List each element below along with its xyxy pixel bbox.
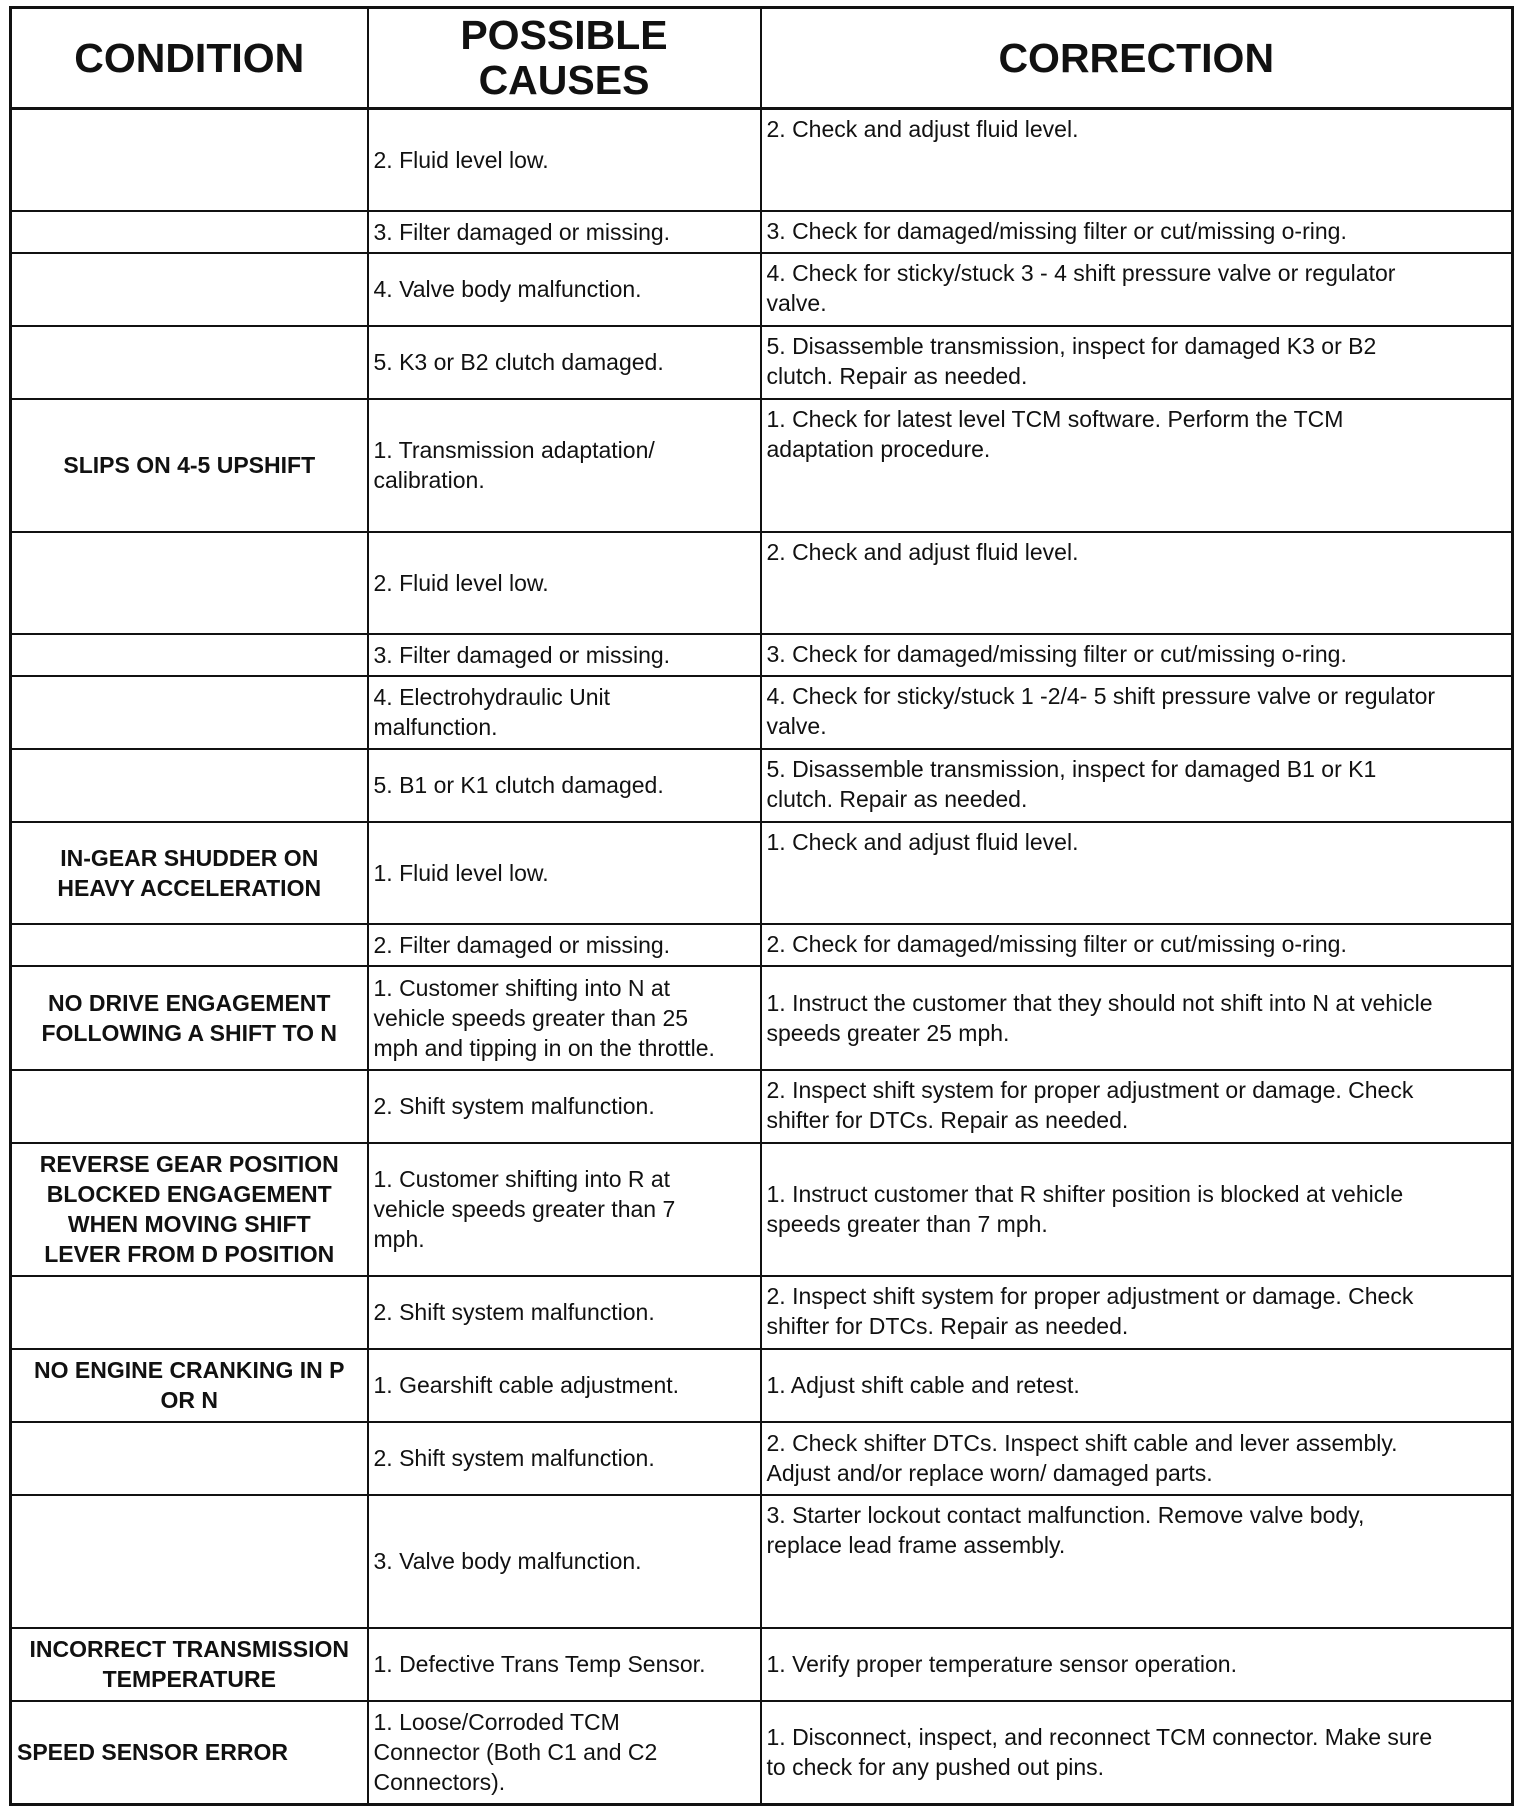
correction-cell: 1. Check and adjust fluid level.: [761, 822, 1513, 924]
correction-cell: 2. Inspect shift system for proper adjustment or damage. Check shifter for DTCs. Repair as needed.: [761, 1070, 1513, 1143]
correction-cell: 2. Check for damaged/missing filter or cut/missing o-ring.: [761, 924, 1513, 966]
table-row: [11, 966, 1513, 1070]
correction-cell: 3. Starter lockout contact malfunction. Remove valve body, replace lead frame assembly.: [761, 1495, 1513, 1628]
correction-cell: 1. Verify proper temperature sensor operation.: [761, 1628, 1513, 1701]
correction-cell: 2. Inspect shift system for proper adjustment or damage. Check shifter for DTCs. Repair as needed.: [761, 1276, 1513, 1349]
header-row: [11, 8, 1513, 109]
table-row: [11, 1349, 1513, 1422]
table-row: [11, 749, 1513, 822]
condition-cell: [11, 211, 368, 253]
cause-cell: 5. B1 or K1 clutch damaged.: [368, 749, 761, 822]
header-correction: CORRECTION: [761, 8, 1513, 109]
table-row: [11, 1495, 1513, 1628]
condition-cell: [11, 253, 368, 326]
cause-cell: 1. Fluid level low.: [368, 822, 761, 924]
correction-cell: 2. Check and adjust fluid level.: [761, 532, 1513, 634]
table-row: [11, 532, 1513, 634]
condition-cell: SPEED SENSOR ERROR: [11, 1701, 368, 1805]
table-row: [11, 1422, 1513, 1495]
header-condition: CONDITION: [11, 8, 368, 109]
condition-cell: [11, 532, 368, 634]
cause-cell: 2. Fluid level low.: [368, 532, 761, 634]
correction-cell: 1. Instruct the customer that they should not shift into N at vehicle speeds greater 25 mph.: [761, 966, 1513, 1070]
table-row: [11, 822, 1513, 924]
table-row: [11, 109, 1513, 211]
table-row: [11, 1143, 1513, 1276]
condition-cell: [11, 749, 368, 822]
correction-cell: 3. Check for damaged/missing filter or cut/missing o-ring.: [761, 211, 1513, 253]
condition-cell: [11, 676, 368, 749]
cause-cell: 2. Shift system malfunction.: [368, 1276, 761, 1349]
correction-cell: 2. Check and adjust fluid level.: [761, 109, 1513, 211]
cause-cell: 4. Valve body malfunction.: [368, 253, 761, 326]
correction-cell: 4. Check for sticky/stuck 3 - 4 shift pressure valve or regulator valve.: [761, 253, 1513, 326]
condition-cell: SLIPS ON 4-5 UPSHIFT: [11, 399, 368, 532]
cause-cell: 1. Defective Trans Temp Sensor.: [368, 1628, 761, 1701]
table-row: [11, 1701, 1513, 1805]
condition-cell: NO ENGINE CRANKING IN P OR N: [11, 1349, 368, 1422]
correction-cell: 1. Instruct customer that R shifter position is blocked at vehicle speeds greater than 7 mph.: [761, 1143, 1513, 1276]
cause-cell: 1. Transmission adaptation/ calibration.: [368, 399, 761, 532]
condition-cell: [11, 1070, 368, 1143]
table-row: [11, 1276, 1513, 1349]
cause-cell: 1. Customer shifting into N at vehicle speeds greater than 25 mph and tipping in on the throttle.: [368, 966, 761, 1070]
condition-cell: INCORRECT TRANSMISSION TEMPERATURE: [11, 1628, 368, 1701]
condition-cell: [11, 326, 368, 399]
cause-cell: 3. Filter damaged or missing.: [368, 634, 761, 676]
cause-cell: 2. Shift system malfunction.: [368, 1070, 761, 1143]
correction-cell: 1. Adjust shift cable and retest.: [761, 1349, 1513, 1422]
condition-cell: [11, 1422, 368, 1495]
correction-cell: 4. Check for sticky/stuck 1 -2/4- 5 shift pressure valve or regulator valve.: [761, 676, 1513, 749]
diagnosis-table: [9, 6, 1514, 1806]
condition-cell: [11, 1495, 368, 1628]
cause-cell: 1. Customer shifting into R at vehicle speeds greater than 7 mph.: [368, 1143, 761, 1276]
cause-cell: 2. Fluid level low.: [368, 109, 761, 211]
table-row: [11, 924, 1513, 966]
condition-cell: IN-GEAR SHUDDER ON HEAVY ACCELERATION: [11, 822, 368, 924]
table-row: [11, 1628, 1513, 1701]
correction-cell: 1. Check for latest level TCM software. Perform the TCM adaptation procedure.: [761, 399, 1513, 532]
condition-cell: [11, 634, 368, 676]
header-possible-causes: POSSIBLE CAUSES: [368, 8, 761, 109]
condition-cell: [11, 109, 368, 211]
condition-cell: [11, 1276, 368, 1349]
cause-cell: 1. Loose/Corroded TCM Connector (Both C1 and C2 Connectors).: [368, 1701, 761, 1805]
cause-cell: 4. Electrohydraulic Unit malfunction.: [368, 676, 761, 749]
condition-cell: NO DRIVE ENGAGEMENT FOLLOWING A SHIFT TO N: [11, 966, 368, 1070]
table-row: [11, 211, 1513, 253]
table-row: [11, 634, 1513, 676]
cause-cell: 3. Filter damaged or missing.: [368, 211, 761, 253]
table-row: [11, 1070, 1513, 1143]
cause-cell: 3. Valve body malfunction.: [368, 1495, 761, 1628]
table-row: [11, 676, 1513, 749]
correction-cell: 5. Disassemble transmission, inspect for damaged B1 or K1 clutch. Repair as needed.: [761, 749, 1513, 822]
cause-cell: 5. K3 or B2 clutch damaged.: [368, 326, 761, 399]
cause-cell: 2. Filter damaged or missing.: [368, 924, 761, 966]
table-row: [11, 253, 1513, 326]
condition-cell: REVERSE GEAR POSITION BLOCKED ENGAGEMENT WHEN MOVING SHIFT LEVER FROM D POSITION: [11, 1143, 368, 1276]
table-row: [11, 326, 1513, 399]
correction-cell: 1. Disconnect, inspect, and reconnect TCM connector. Make sure to check for any pushed out pins.: [761, 1701, 1513, 1805]
cause-cell: 1. Gearshift cable adjustment.: [368, 1349, 761, 1422]
correction-cell: 2. Check shifter DTCs. Inspect shift cable and lever assembly. Adjust and/or replace worn/ damaged parts.: [761, 1422, 1513, 1495]
table-row: [11, 399, 1513, 532]
condition-cell: [11, 924, 368, 966]
correction-cell: 5. Disassemble transmission, inspect for damaged K3 or B2 clutch. Repair as needed.: [761, 326, 1513, 399]
correction-cell: 3. Check for damaged/missing filter or cut/missing o-ring.: [761, 634, 1513, 676]
cause-cell: 2. Shift system malfunction.: [368, 1422, 761, 1495]
